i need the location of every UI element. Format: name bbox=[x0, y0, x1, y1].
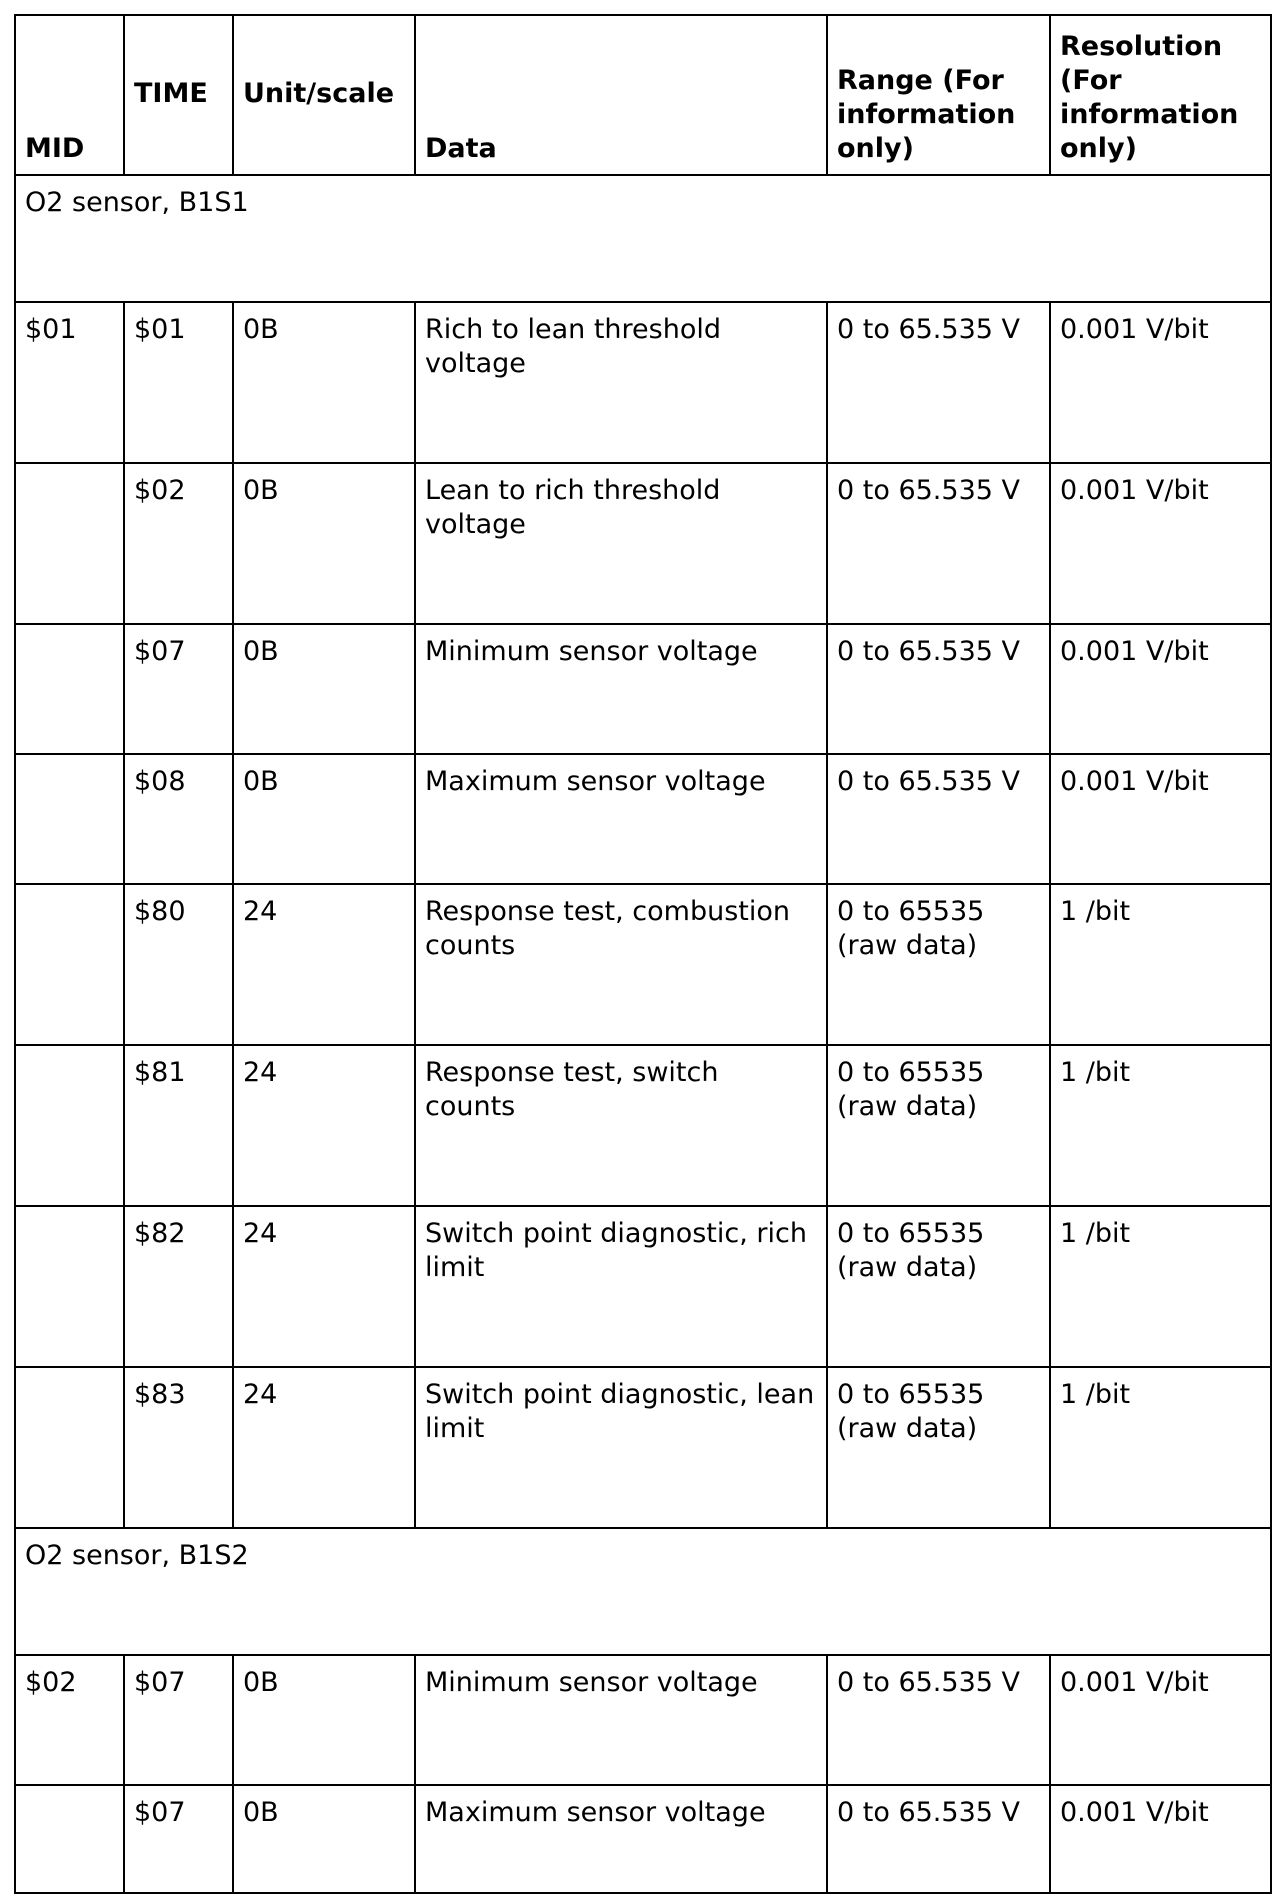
table-row bbox=[15, 884, 1271, 1045]
cell-range: 0 to 65.535 V bbox=[827, 1655, 1050, 1785]
section-row bbox=[15, 175, 1271, 302]
cell-data: Minimum sensor voltage bbox=[415, 1655, 827, 1785]
header-row bbox=[15, 15, 1271, 175]
section-row bbox=[15, 1528, 1271, 1655]
cell-resolution: 0.001 V/bit bbox=[1050, 754, 1271, 884]
cell-resolution: 0.001 V/bit bbox=[1050, 463, 1271, 624]
header-unit-scale: Unit/scale bbox=[233, 15, 415, 175]
cell-time: $81 bbox=[124, 1045, 233, 1206]
cell-unit: 0B bbox=[233, 1655, 415, 1785]
cell-time: $08 bbox=[124, 754, 233, 884]
cell-resolution: 1 /bit bbox=[1050, 1367, 1271, 1528]
cell-range: 0 to 65.535 V bbox=[827, 302, 1050, 463]
cell-unit: 24 bbox=[233, 1045, 415, 1206]
cell-time: $07 bbox=[124, 1785, 233, 1893]
cell-mid bbox=[15, 754, 124, 884]
cell-mid bbox=[15, 1045, 124, 1206]
cell-data: Maximum sensor voltage bbox=[415, 1785, 827, 1893]
cell-unit: 24 bbox=[233, 1367, 415, 1528]
section-title: O2 sensor, B1S2 bbox=[15, 1528, 1271, 1655]
table-row bbox=[15, 1785, 1271, 1893]
table-row bbox=[15, 1206, 1271, 1367]
cell-range: 0 to 65.535 V bbox=[827, 1785, 1050, 1893]
cell-time: $83 bbox=[124, 1367, 233, 1528]
cell-resolution: 1 /bit bbox=[1050, 884, 1271, 1045]
cell-mid: $02 bbox=[15, 1655, 124, 1785]
obd-test-table bbox=[14, 14, 1272, 1894]
cell-data: Switch point diagnostic, lean limit bbox=[415, 1367, 827, 1528]
cell-data: Minimum sensor voltage bbox=[415, 624, 827, 754]
cell-time: $02 bbox=[124, 463, 233, 624]
cell-mid bbox=[15, 884, 124, 1045]
header-time: TIME bbox=[124, 15, 233, 175]
cell-time: $80 bbox=[124, 884, 233, 1045]
cell-unit: 0B bbox=[233, 1785, 415, 1893]
table-row bbox=[15, 302, 1271, 463]
table-row bbox=[15, 1045, 1271, 1206]
cell-resolution: 1 /bit bbox=[1050, 1206, 1271, 1367]
cell-range: 0 to 65.535 V bbox=[827, 624, 1050, 754]
section-title: O2 sensor, B1S1 bbox=[15, 175, 1271, 302]
cell-mid bbox=[15, 624, 124, 754]
table-row bbox=[15, 1367, 1271, 1528]
cell-resolution: 0.001 V/bit bbox=[1050, 302, 1271, 463]
cell-time: $82 bbox=[124, 1206, 233, 1367]
cell-unit: 0B bbox=[233, 302, 415, 463]
cell-mid bbox=[15, 1367, 124, 1528]
cell-data: Maximum sensor voltage bbox=[415, 754, 827, 884]
cell-time: $07 bbox=[124, 624, 233, 754]
cell-range: 0 to 65535 (raw data) bbox=[827, 884, 1050, 1045]
cell-unit: 0B bbox=[233, 624, 415, 754]
table-row bbox=[15, 1655, 1271, 1785]
cell-mid bbox=[15, 463, 124, 624]
cell-range: 0 to 65.535 V bbox=[827, 754, 1050, 884]
cell-range: 0 to 65.535 V bbox=[827, 463, 1050, 624]
header-range: Range (For information only) bbox=[827, 15, 1050, 175]
cell-data: Rich to lean threshold voltage bbox=[415, 302, 827, 463]
cell-time: $01 bbox=[124, 302, 233, 463]
cell-unit: 0B bbox=[233, 463, 415, 624]
header-data: Data bbox=[415, 15, 827, 175]
cell-resolution: 0.001 V/bit bbox=[1050, 624, 1271, 754]
cell-data: Response test, switch counts bbox=[415, 1045, 827, 1206]
cell-range: 0 to 65535 (raw data) bbox=[827, 1045, 1050, 1206]
cell-mid bbox=[15, 1785, 124, 1893]
cell-resolution: 1 /bit bbox=[1050, 1045, 1271, 1206]
cell-range: 0 to 65535 (raw data) bbox=[827, 1367, 1050, 1528]
cell-data: Lean to rich threshold voltage bbox=[415, 463, 827, 624]
table-row bbox=[15, 754, 1271, 884]
cell-unit: 24 bbox=[233, 1206, 415, 1367]
cell-resolution: 0.001 V/bit bbox=[1050, 1785, 1271, 1893]
cell-mid: $01 bbox=[15, 302, 124, 463]
header-mid: MID bbox=[15, 15, 124, 175]
cell-unit: 0B bbox=[233, 754, 415, 884]
cell-resolution: 0.001 V/bit bbox=[1050, 1655, 1271, 1785]
table-row bbox=[15, 624, 1271, 754]
cell-range: 0 to 65535 (raw data) bbox=[827, 1206, 1050, 1367]
cell-unit: 24 bbox=[233, 884, 415, 1045]
table-row bbox=[15, 463, 1271, 624]
cell-data: Switch point diagnostic, rich limit bbox=[415, 1206, 827, 1367]
cell-mid bbox=[15, 1206, 124, 1367]
header-resolution: Resolution (For information only) bbox=[1050, 15, 1271, 175]
cell-time: $07 bbox=[124, 1655, 233, 1785]
cell-data: Response test, combustion counts bbox=[415, 884, 827, 1045]
